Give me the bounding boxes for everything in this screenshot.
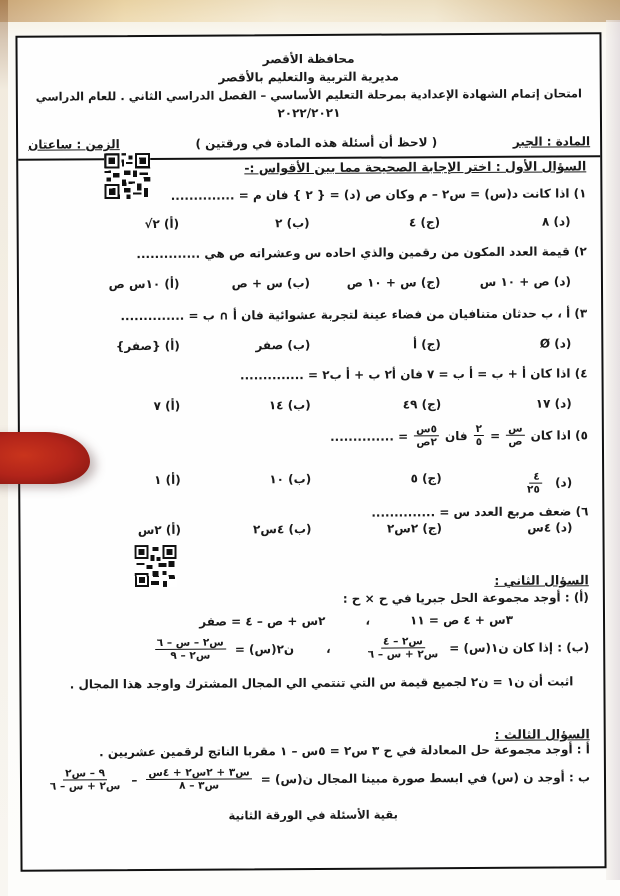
option-c: (ج) ٢س٢: [386, 521, 443, 536]
q1-item6-stem: ٦) ضعف مربع العدد س = ..............: [371, 504, 589, 520]
q1-item5-stem: ٥) اذا كان $\frac{\text{س}}{\text{ص}}$ = $\frac{٢}{٥}$ فان $\frac{\text{٥س}}{\text{٢ص}}$ = ..............: [330, 422, 588, 449]
q1-item4-stem: ٤) اذا كان أ + ب = أ ب = ٧ فان أ٢ ب + أ ب٢ = ..............: [239, 366, 588, 383]
q1-item1-stem: ١) اذا كانت د(س) = س٢ – م وكان ص (د) = { ٢ } فان م = ..............: [170, 186, 587, 203]
q1-item2-options: [49, 274, 571, 291]
q2-part-a-label: (أ) : أوجد مجموعة الحل جبريا في ح × ح :: [342, 590, 589, 606]
fraction-q3-1: $\frac{\text{س٣ + ٢س٢ + ٤س}}{\text{س٣ – ٨}}$: [146, 766, 252, 792]
option-c: (ج) ٤: [408, 215, 441, 230]
finger-photo-artifact: [0, 432, 90, 484]
q2-part-a-equations: ٣س + ٤ ص = ١١ ، ٢س + ص – ٤ = صفر: [199, 612, 514, 629]
photo-background-right: [606, 20, 620, 880]
q2-part-b-prove: اثبت أن ن١ = ن٢ لجميع قيمة س التي تنتمي الي المجال المشترك واوجد هذا المجال .: [69, 674, 574, 692]
q1-item1-options: [49, 214, 571, 231]
q1-item2-stem: ٢) قيمة العدد المكون من رقمين والذي احاده س وعشراته ص هي ..............: [136, 244, 587, 262]
option-d: (د) ٤س: [527, 520, 573, 535]
option-b: (ب) س + ص: [231, 276, 311, 291]
option-b: (ب) صفر: [255, 338, 311, 353]
fraction-x-over-y: $\frac{\text{س}}{\text{ص}}$: [506, 423, 525, 448]
fraction-4-over-25: $\frac{٤}{٢٥}$: [526, 470, 540, 496]
option-d: (د) ٨: [541, 214, 571, 229]
qr-code-icon: [135, 545, 177, 587]
option-b: (ب) ١٠: [269, 471, 312, 487]
fraction-n2: $\frac{\text{س٢ – س – ٦}}{\text{س٢ – ٩}}$: [155, 637, 226, 662]
two-papers-note: ( لاحظ أن أسئلة هذه المادة في ورقتين ): [195, 135, 438, 151]
continued-note: بقية الأسئلة في الورقة الثانية: [228, 807, 398, 823]
q1-item4-options: [50, 396, 572, 413]
qr-code-icon: [104, 153, 150, 199]
option-d: (د) Ø: [539, 336, 572, 351]
option-a: (أ) ١: [154, 472, 181, 487]
q3-part-b: ب : أوجد ن (س) في ابسط صورة مبينا المجال ن(س) = $\frac{\text{س٣ + ٢س٢ + ٤س}}{\text{س٣ – ٨}}$ – $\frac{\text{٩ – س٢}}{\text{س٢ + س – ٦}}$: [45, 764, 590, 792]
fraction-n1: $\frac{\text{س٢ – ٤}}{\text{س٢ + س – ٦}}$: [367, 635, 439, 661]
q1-item5-options: [50, 470, 572, 498]
option-c: (ج) س + ١٠ ص: [346, 275, 441, 290]
option-b: (ب) ١٤: [268, 398, 311, 413]
directorate-title: مديرية التربية والتعليم بالأقصر: [218, 69, 399, 85]
option-c: (ج) ٥: [410, 471, 442, 486]
fraction-5x-over-2y: $\frac{\text{٥س}}{\text{٢ص}}$: [414, 423, 439, 448]
option-c: (ج) ٤٩: [402, 397, 442, 412]
subject-label: المادة : الجبر: [512, 134, 591, 149]
q1-item3-options: [49, 336, 571, 353]
option-d: (د) ص + ١٠ س: [479, 274, 572, 289]
fraction-q3-2: $\frac{\text{٩ – س٢}}{\text{س٢ + س – ٦}}$: [49, 767, 121, 793]
option-a: (أ) ٧: [153, 398, 181, 413]
stem-prefix: ٥) اذا كان: [530, 427, 588, 443]
q1-item3-stem: ٣) أ ، ب حدثان متنافيان من فضاء عينة لتجربة عشوائية فان أ ∩ ب = ..............: [120, 306, 588, 324]
photo-background-top: [0, 0, 620, 22]
option-d: (د) $\frac{٤}{٢٥}$: [442, 470, 573, 496]
option-a: (أ) ٢√: [144, 216, 180, 232]
equation-2: ٢س + ص – ٤ = صفر: [199, 613, 326, 629]
option-a: (أ) {صفر}: [115, 338, 180, 354]
option-b: (ب) ٢: [275, 216, 310, 231]
q2-part-b: (ب) : إذا كان ن١(س) = $\frac{\text{س٢ – ٤}}{\text{س٢ + س – ٦}}$ ، ن٢(س) = $\frac{\text{س٢ – س – ٦}}{\text{س٢ – ٩}}$: [156, 635, 590, 662]
academic-year: ٢٠٢٢/٢٠٢١: [277, 105, 341, 121]
time-label: الزمن : ساعتان: [28, 137, 120, 152]
q2-title: السؤال الثاني :: [494, 572, 589, 588]
exam-meta-row: [28, 132, 590, 153]
option-a: (أ) ١٠س ص: [108, 276, 180, 292]
governorate-title: محافظة الأقصر: [262, 51, 355, 67]
option-d: (د) ١٧: [535, 396, 572, 411]
option-c: (ج) أ: [412, 337, 441, 352]
exam-sheet: [15, 32, 606, 872]
fraction-2-over-5: $\frac{٢}{٥}$: [475, 422, 483, 448]
q1-title: السؤال الأول : اختر الإجابة الصحيحة مما بين الأقواس :-: [244, 158, 587, 176]
q1-item6-options: [50, 520, 572, 537]
exam-title: امتحان إتمام الشهادة الإعدادية بمرحلة التعليم الأساسي – الفصل الدراسي الثاني . للعام الدراسي: [35, 86, 582, 104]
option-a: (أ) ٢س: [137, 522, 182, 538]
q3-title: السؤال الثالث :: [494, 726, 590, 742]
option-b: (ب) ٤س٢: [252, 521, 312, 537]
q3-part-a: أ : أوجد مجموعة حل المعادلة في ح ٣ س٢ = ٥س – ١ مقربا الناتج لرقمين عشريين .: [99, 742, 590, 760]
equation-1: ٣س + ٤ ص = ١١: [409, 612, 514, 628]
